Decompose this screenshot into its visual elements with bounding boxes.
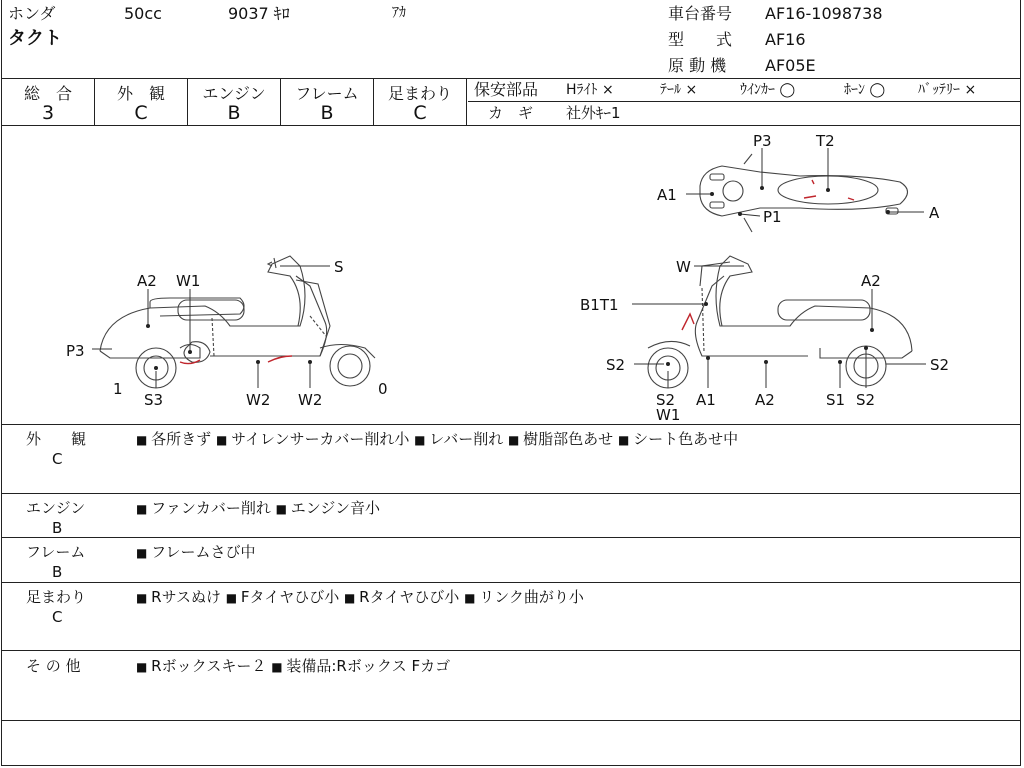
engine-grade: B — [227, 102, 241, 124]
note-item: レバー削れ — [429, 430, 509, 448]
note-item: Fタイヤひび小 — [240, 588, 345, 606]
diag-label: A2 — [755, 391, 775, 409]
note-item: 各所きず — [151, 430, 216, 448]
diag-label: S3 — [144, 391, 164, 409]
note-grade: C — [52, 608, 63, 626]
notes-divider — [1, 650, 1021, 651]
notes-divider — [1, 720, 1021, 721]
overall-grade: 3 — [41, 102, 55, 124]
bullet-icon: ■ — [617, 433, 634, 447]
note-label: 足まわり — [26, 588, 87, 606]
col-divider — [466, 78, 467, 125]
note-label: エンジン — [26, 499, 86, 517]
diag-label: A — [929, 204, 940, 222]
suspension-grade: C — [413, 102, 427, 124]
bullet-icon: ■ — [225, 591, 241, 605]
type-label: 型 式 — [668, 30, 733, 49]
note-items — [136, 659, 450, 674]
diag-label: W2 — [298, 391, 323, 409]
note-item: 樹脂部色あせ — [523, 430, 618, 448]
diag-label: S2 — [856, 391, 876, 409]
note-item: 装備品:Rボックス Fカゴ — [286, 657, 451, 675]
note-grade: B — [52, 563, 63, 581]
suspension-grade-label: 足まわり — [387, 84, 452, 103]
note-item: Rボックスキー２ — [151, 657, 272, 675]
note-label: 外 観 — [26, 430, 87, 448]
note-items — [136, 432, 738, 447]
notes-divider — [1, 537, 1021, 538]
maker: ホンダ — [8, 4, 56, 23]
diag-label: S2 — [606, 356, 626, 374]
engine-label: 原 動 機 — [668, 56, 727, 75]
engine-value: AF05E — [765, 56, 816, 75]
note-items — [136, 545, 256, 560]
note-label: そ の 他 — [26, 657, 81, 675]
diag-label: W2 — [246, 391, 271, 409]
exterior-grade: C — [134, 102, 148, 124]
type-value: AF16 — [765, 30, 806, 49]
diag-label: B1T1 — [580, 296, 619, 314]
diag-label: A2 — [861, 272, 881, 290]
note-item: フレームさび中 — [151, 543, 256, 561]
key-label: カ ギ — [488, 104, 534, 122]
frame-no: AF16-1098738 — [765, 4, 883, 23]
model-name: タクト — [8, 28, 62, 49]
note-items — [136, 501, 380, 516]
engine-grade-label: エンジン — [202, 84, 266, 103]
bullet-icon: ■ — [136, 546, 152, 560]
diag-label: 0 — [378, 380, 388, 398]
bullet-icon: ■ — [464, 591, 480, 605]
mileage: 9037 ｷﾛ — [228, 4, 290, 23]
bullet-icon: ■ — [215, 433, 232, 447]
overall-label: 総 合 — [23, 84, 72, 103]
notes-divider — [1, 582, 1021, 583]
diag-label: A1 — [696, 391, 716, 409]
diag-label: W — [676, 258, 691, 276]
safety-divider — [468, 101, 1021, 102]
diag-label: 1 — [113, 380, 123, 398]
note-grade: B — [52, 519, 63, 537]
diag-label: P3 — [753, 132, 772, 150]
safety-winker: ｳｲﾝｶｰ ◯ — [740, 82, 796, 98]
note-item: エンジン音小 — [290, 499, 381, 517]
diag-label: W1 — [656, 406, 681, 424]
diag-label: A1 — [657, 186, 677, 204]
bullet-icon: ■ — [508, 433, 524, 447]
safety-battery: ﾊﾞｯﾃﾘｰ × — [918, 82, 977, 98]
grade-table-top — [1, 78, 1021, 79]
note-item: Rサスぬけ — [151, 588, 226, 606]
notes-divider — [1, 493, 1021, 494]
scooter-top-view — [700, 154, 908, 232]
frame-no-label: 車台番号 — [668, 4, 733, 23]
diag-label: T2 — [816, 132, 835, 150]
exterior-label: 外 観 — [116, 84, 165, 103]
diag-label: P3 — [66, 342, 85, 360]
note-item: ファンカバー削れ — [151, 499, 276, 517]
bullet-icon: ■ — [136, 660, 152, 674]
safety-taillight: ﾃｰﾙ × — [660, 82, 698, 98]
diag-label: A2 — [137, 272, 157, 290]
note-grade: C — [52, 450, 63, 468]
diag-label: W1 — [176, 272, 201, 290]
diag-label: S2 — [930, 356, 950, 374]
leader-lines — [92, 148, 926, 388]
color: ｱｶ — [392, 5, 406, 21]
bullet-icon: ■ — [136, 502, 152, 516]
safety-label: 保安部品 — [474, 80, 539, 99]
safety-horn: ﾎｰﾝ ◯ — [844, 82, 886, 98]
diag-label: S2 — [656, 391, 676, 409]
note-item: サイレンサーカバー削れ小 — [231, 430, 415, 448]
bullet-icon: ■ — [136, 591, 152, 605]
note-item: リンク曲がり小 — [479, 588, 584, 606]
displacement: 50cc — [124, 4, 162, 23]
bullet-icon: ■ — [271, 660, 287, 674]
damage-marks — [180, 180, 854, 364]
diag-label: S — [334, 258, 344, 276]
diag-label: P1 — [763, 208, 782, 226]
bullet-icon: ■ — [344, 591, 360, 605]
bullet-icon: ■ — [136, 433, 152, 447]
note-label: フレーム — [26, 543, 86, 561]
bullet-icon: ■ — [414, 433, 430, 447]
safety-headlight: Hﾗｲﾄ × — [566, 82, 614, 98]
note-item: シート色あせ中 — [633, 430, 739, 448]
bullet-icon: ■ — [275, 502, 291, 516]
note-items — [136, 590, 584, 605]
notes-top — [1, 424, 1021, 425]
frame-grade: B — [320, 102, 334, 124]
key-value: 社外ｷｰ1 — [566, 104, 621, 122]
note-item: Rタイヤひび小 — [359, 588, 465, 606]
diag-label: S1 — [826, 391, 846, 409]
frame-grade-label: フレーム — [295, 84, 359, 103]
